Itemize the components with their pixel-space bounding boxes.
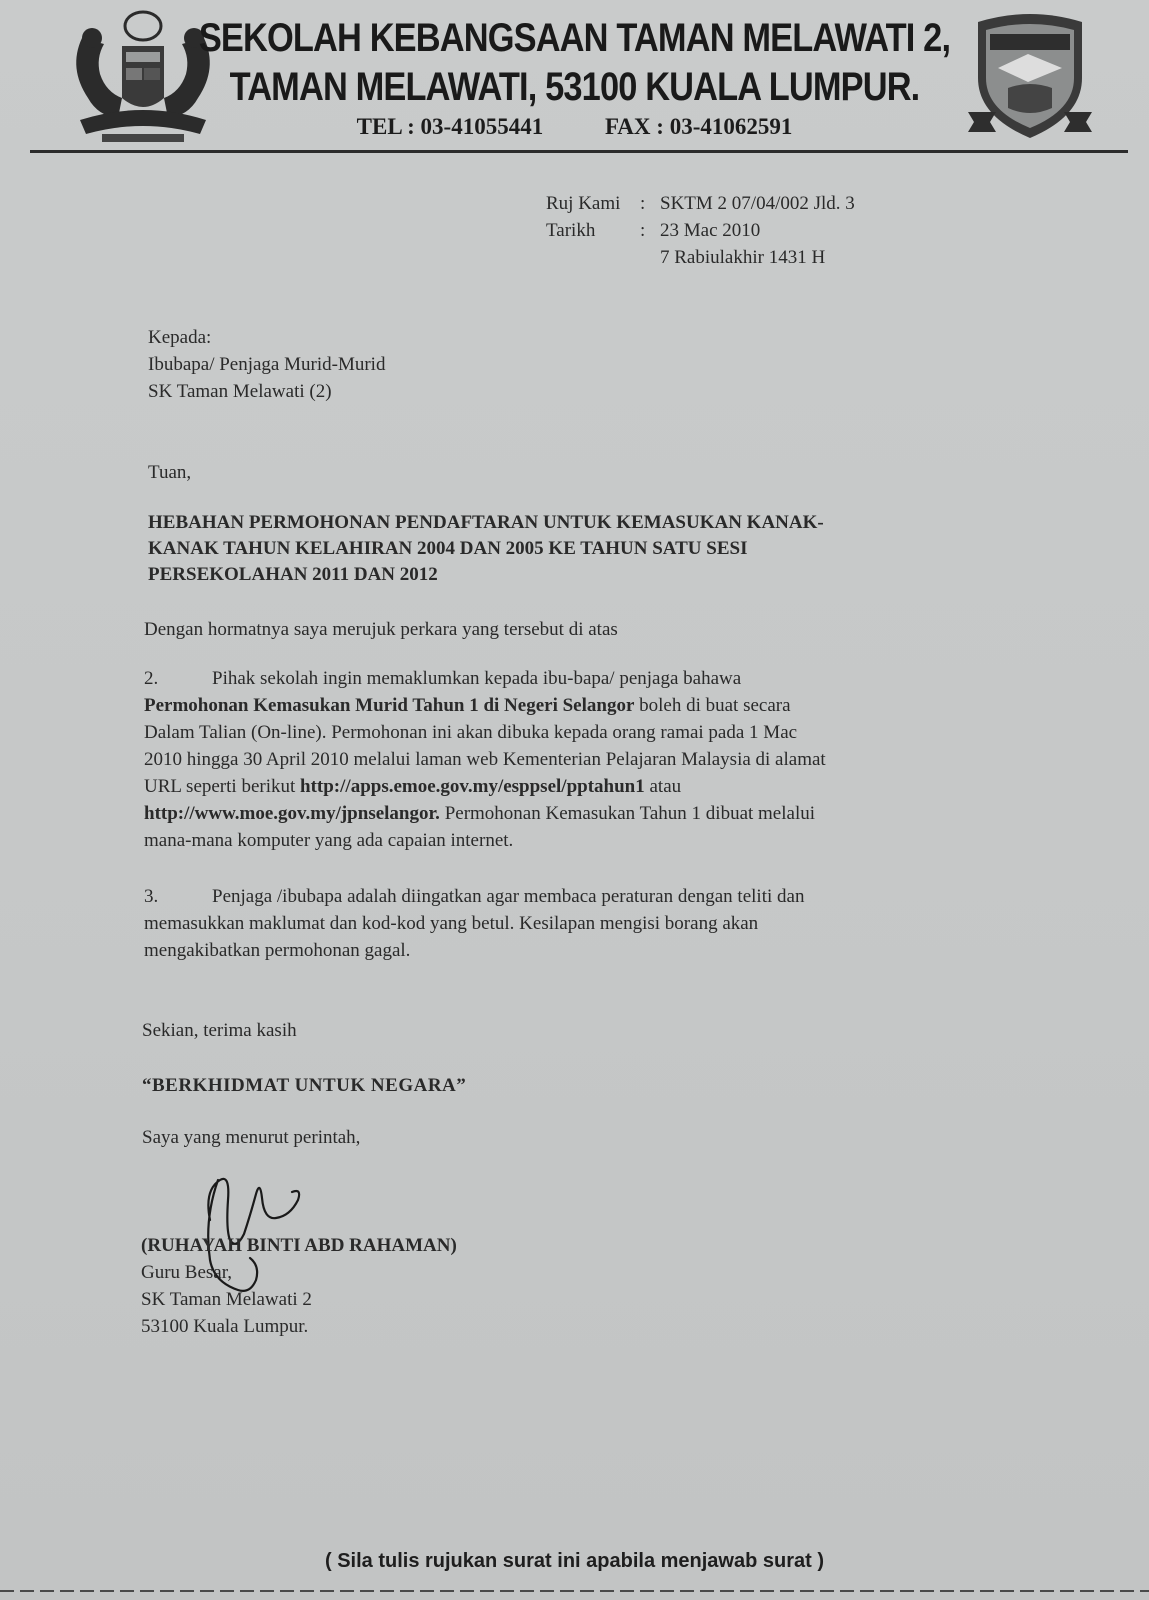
signatory-block (141, 1232, 457, 1340)
motto: “BERKHIDMAT UNTUK NEGARA” (142, 1075, 467, 1096)
hijri-row (546, 244, 855, 271)
ruj-label: Ruj Kami (546, 193, 621, 214)
signatory-school: SK Taman Melawati 2 (141, 1289, 312, 1310)
subject-line: KANAK TAHUN KELAHIRAN 2004 DAN 2005 KE TAHUN SATU SESI (148, 538, 748, 559)
paragraph-line: memasukkan maklumat dan kod-kod yang betul. Kesilapan mengisi borang akan (144, 913, 759, 934)
subject-heading (148, 510, 978, 588)
closing-thanks: Sekian, terima kasih (142, 1020, 297, 1041)
reference-block (546, 190, 855, 271)
paragraph-line: mana-mana komputer yang ada capaian internet. (144, 830, 514, 851)
telephone-number: TEL : 03-41055441 (356, 114, 544, 139)
paragraph-line: atau (644, 776, 682, 797)
paragraph-line: Pihak sekolah ingin memaklumkan kepada ibu-bapa/ penjaga bahawa (212, 668, 742, 689)
bold-phrase: Permohonan Kemasukan Murid Tahun 1 di Negeri Selangor (144, 695, 635, 716)
paragraph-line: mengakibatkan permohonan gagal. (144, 940, 411, 961)
url-link-1: http://apps.emoe.gov.my/esppsel/pptahun1 (300, 776, 645, 797)
url-link-2: http://www.moe.gov.my/jpnselangor. (144, 803, 440, 824)
date-row (546, 217, 855, 244)
signatory-city: 53100 Kuala Lumpur. (141, 1316, 309, 1337)
paragraph-line: boleh di buat secara (634, 695, 791, 716)
ruj-separator: : (640, 193, 646, 214)
opening-sentence: Dengan hormatnya saya merujuk perkara yang tersebut di atas (144, 619, 618, 640)
school-name-line-2: TAMAN MELAWATI, 53100 KUALA LUMPUR. (229, 65, 920, 109)
ruj-value: SKTM 2 07/04/002 Jld. 3 (660, 193, 855, 214)
recipient-line: SK Taman Melawati (2) (148, 381, 332, 402)
signatory-name: (RUHAYAH BINTI ABD RAHAMAN) (141, 1235, 457, 1256)
paragraph-line: URL seperti berikut (144, 776, 301, 797)
paragraph-line: 2010 hingga 30 April 2010 melalui laman web Kementerian Pelajaran Malaysia di alamat (144, 749, 826, 770)
tarikh-label: Tarikh (546, 220, 596, 241)
hijri-date: 7 Rabiulakhir 1431 H (660, 247, 826, 268)
fax-number: FAX : 03-41062591 (604, 114, 793, 139)
school-name-line-1: SEKOLAH KEBANGSAAN TAMAN MELAWATI 2, (198, 16, 951, 60)
paragraph-number: 3. (144, 886, 159, 907)
school-crest-icon (968, 8, 1092, 144)
letterhead-divider (30, 150, 1128, 153)
closing-phrase: Saya yang menurut perintah, (142, 1127, 361, 1148)
tarikh-value: 23 Mac 2010 (660, 220, 761, 241)
paragraph-line: Penjaga /ibubapa adalah diingatkan agar membaca peraturan dengan teliti dan (212, 886, 805, 907)
salutation: Tuan, (148, 462, 192, 483)
footer-note: ( Sila tulis rujukan surat ini apabila menjawab surat ) (324, 1550, 824, 1572)
paragraph-3 (144, 883, 964, 964)
subject-line: PERSEKOLAHAN 2011 DAN 2012 (148, 564, 438, 585)
subject-line: HEBAHAN PERMOHONAN PENDAFTARAN UNTUK KEMASUKAN KANAK- (148, 512, 824, 533)
tarikh-separator: : (640, 220, 646, 241)
paragraph-line: Dalam Talian (On-line). Permohonan ini akan dibuka kepada orang ramai pada 1 Mac (144, 722, 798, 743)
paragraph-number: 2. (144, 668, 159, 689)
signatory-title: Guru Besar, (141, 1262, 233, 1283)
reference-row (546, 190, 855, 217)
recipient-line: Ibubapa/ Penjaga Murid-Murid (148, 354, 386, 375)
recipient-line: Kepada: (148, 327, 212, 348)
paragraph-2 (144, 665, 994, 854)
recipient-address (148, 324, 385, 405)
footer-divider (0, 1590, 1149, 1592)
paragraph-line: Permohonan Kemasukan Tahun 1 dibuat melalui (439, 803, 816, 824)
